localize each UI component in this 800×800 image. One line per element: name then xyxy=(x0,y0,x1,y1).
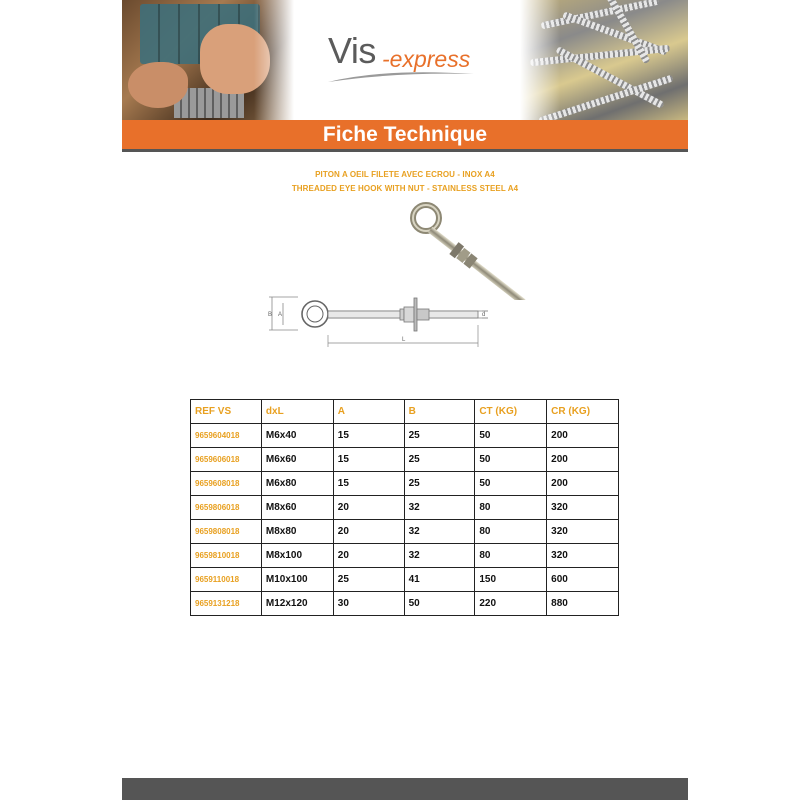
drawing-label-l: L xyxy=(402,337,406,343)
cell-b: 25 xyxy=(404,448,475,472)
cell-cr: 200 xyxy=(547,424,619,448)
table-header-row xyxy=(191,400,619,424)
cell-ct: 80 xyxy=(475,520,547,544)
banner-title: Fiche Technique xyxy=(322,123,488,146)
header xyxy=(122,0,688,120)
table-row xyxy=(191,592,619,616)
cell-ref: 9659110018 xyxy=(191,568,262,592)
cell-cr: 320 xyxy=(547,520,619,544)
cell-cr: 320 xyxy=(547,544,619,568)
cell-a: 20 xyxy=(333,520,404,544)
cell-b: 25 xyxy=(404,424,475,448)
cell-ct: 80 xyxy=(475,496,547,520)
header-cr: CR (KG) xyxy=(547,400,619,424)
cell-a: 15 xyxy=(333,424,404,448)
eye-hook-technical-drawing xyxy=(268,285,488,355)
cell-dxl: M10x100 xyxy=(261,568,333,592)
cell-b: 32 xyxy=(404,496,475,520)
specifications-table xyxy=(190,399,619,616)
cell-b: 25 xyxy=(404,472,475,496)
cell-b: 32 xyxy=(404,544,475,568)
product-title-fr: PITON A OEIL FILETE AVEC ECROU - INOX A4 xyxy=(315,170,495,179)
cell-cr: 880 xyxy=(547,592,619,616)
cell-ref: 9659604018 xyxy=(191,424,262,448)
cell-cr: 200 xyxy=(547,472,619,496)
cell-ct: 50 xyxy=(475,448,547,472)
header-photo-screws xyxy=(520,0,688,120)
header-ct: CT (KG) xyxy=(475,400,547,424)
cell-b: 32 xyxy=(404,520,475,544)
header-dxl: dxL xyxy=(261,400,333,424)
cell-a: 20 xyxy=(333,496,404,520)
cell-ref: 9659131218 xyxy=(191,592,262,616)
product-title-en: THREADED EYE HOOK WITH NUT - STAINLESS STEEL A4 xyxy=(291,184,519,193)
cell-dxl: M8x100 xyxy=(261,544,333,568)
cell-a: 15 xyxy=(333,448,404,472)
table-row xyxy=(191,544,619,568)
footer-bar xyxy=(122,778,688,800)
drawing-label-d: d xyxy=(482,312,486,318)
cell-ct: 50 xyxy=(475,424,547,448)
cell-dxl: M6x80 xyxy=(261,472,333,496)
cell-ref: 9659810018 xyxy=(191,544,262,568)
cell-dxl: M8x60 xyxy=(261,496,333,520)
cell-ref: 9659606018 xyxy=(191,448,262,472)
cell-ct: 50 xyxy=(475,472,547,496)
cell-b: 41 xyxy=(404,568,475,592)
cell-dxl: M6x60 xyxy=(261,448,333,472)
logo-swoosh-icon xyxy=(326,70,476,84)
cell-cr: 320 xyxy=(547,496,619,520)
table-row xyxy=(191,424,619,448)
fiche-technique-banner xyxy=(122,120,688,152)
cell-dxl: M8x80 xyxy=(261,520,333,544)
drawing-label-a: A xyxy=(278,312,283,318)
technical-sheet xyxy=(122,0,688,800)
cell-b: 50 xyxy=(404,592,475,616)
table-row xyxy=(191,568,619,592)
cell-dxl: M12x120 xyxy=(261,592,333,616)
table-row xyxy=(191,520,619,544)
cell-a: 30 xyxy=(333,592,404,616)
vis-express-logo xyxy=(320,30,490,90)
cell-ct: 150 xyxy=(475,568,547,592)
cell-ct: 80 xyxy=(475,544,547,568)
header-a: A xyxy=(333,400,404,424)
cell-a: 25 xyxy=(333,568,404,592)
table-row xyxy=(191,448,619,472)
header-b: B xyxy=(404,400,475,424)
cell-ref: 9659608018 xyxy=(191,472,262,496)
logo-accent-text: -express xyxy=(382,46,471,72)
header-ref-vs: REF VS xyxy=(191,400,262,424)
cell-cr: 200 xyxy=(547,448,619,472)
drawing-label-b: B xyxy=(268,312,273,318)
table-row xyxy=(191,472,619,496)
logo-main-text: Vis xyxy=(328,30,376,71)
cell-ct: 220 xyxy=(475,592,547,616)
cell-dxl: M6x40 xyxy=(261,424,333,448)
cell-a: 20 xyxy=(333,544,404,568)
header-photo-tools xyxy=(122,0,294,120)
cell-ref: 9659808018 xyxy=(191,520,262,544)
cell-ref: 9659806018 xyxy=(191,496,262,520)
cell-a: 15 xyxy=(333,472,404,496)
table-row xyxy=(191,496,619,520)
cell-cr: 600 xyxy=(547,568,619,592)
